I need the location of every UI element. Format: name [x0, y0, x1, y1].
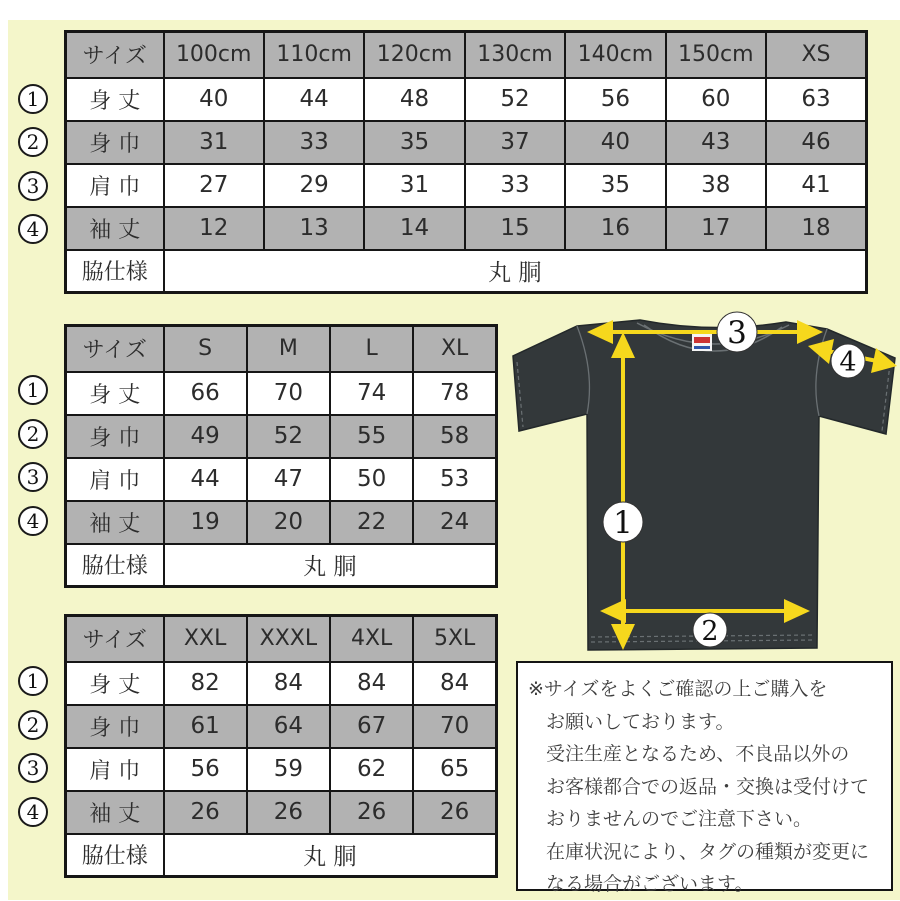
measure-circle-2: 2	[18, 127, 48, 157]
size-table-corner: サイズ	[66, 616, 164, 662]
row-label: 肩 巾	[66, 458, 164, 501]
size-value: 44	[264, 78, 364, 121]
shirt-circle-3: 3	[727, 315, 747, 351]
size-value: 67	[330, 705, 413, 748]
measure-circle-3: 3	[18, 462, 48, 492]
size-value: 60	[666, 78, 766, 121]
note-line: ※サイズをよくご確認の上ご購入を	[528, 678, 828, 700]
size-value: 63	[766, 78, 866, 121]
size-value: 49	[164, 415, 247, 458]
size-value: 82	[164, 662, 247, 705]
table-row	[66, 544, 497, 587]
size-value: 58	[413, 415, 496, 458]
side-spec-value: 丸 胴	[164, 250, 867, 293]
note-line: お願いしております。	[546, 710, 735, 733]
row-label: 肩 巾	[66, 748, 164, 791]
row-label: 身 丈	[66, 662, 164, 705]
table-row	[66, 207, 867, 250]
size-value: 66	[164, 372, 247, 415]
row-label: 身 巾	[66, 415, 164, 458]
note-line: おりませんのでご注意下さい。	[546, 808, 813, 830]
size-value: 40	[164, 78, 264, 121]
size-value: 59	[247, 748, 330, 791]
size-value: 52	[465, 78, 565, 121]
measure-circle-2: 2	[18, 419, 48, 449]
note-line: 受注生産となるため、不良品以外の	[546, 743, 850, 765]
row-label: 脇仕様	[66, 544, 164, 587]
size-value: 61	[164, 705, 247, 748]
size-value: 44	[164, 458, 247, 501]
note-line: 在庫状況により、タグの種類が変更に	[546, 840, 870, 863]
row-label: 身 巾	[66, 121, 164, 164]
size-value: 29	[264, 164, 364, 207]
size-value: 35	[364, 121, 464, 164]
table-row	[66, 415, 497, 458]
size-value: 20	[247, 501, 330, 544]
size-value: 84	[330, 662, 413, 705]
size-value: 13	[264, 207, 364, 250]
column-header: M	[247, 326, 330, 372]
table-row	[66, 372, 497, 415]
size-value: 18	[766, 207, 866, 250]
size-value: 40	[565, 121, 665, 164]
size-value: 26	[247, 791, 330, 834]
measure-circle-4: 4	[18, 797, 48, 827]
measure-circle-1: 1	[18, 666, 48, 696]
size-value: 46	[766, 121, 866, 164]
table-row	[66, 250, 867, 293]
table-row	[66, 78, 867, 121]
column-header: 130cm	[465, 32, 565, 78]
column-header: XXL	[164, 616, 247, 662]
size-table-corner: サイズ	[66, 326, 164, 372]
row-label: 脇仕様	[66, 834, 164, 877]
row-label: 身 巾	[66, 705, 164, 748]
column-header: S	[164, 326, 247, 372]
size-table-adult	[64, 324, 498, 588]
column-header: 110cm	[264, 32, 364, 78]
shirt-circle-4: 4	[839, 347, 857, 378]
column-header: 4XL	[330, 616, 413, 662]
row-label: 脇仕様	[66, 250, 164, 293]
size-value: 16	[565, 207, 665, 250]
tshirt-illustration	[505, 298, 900, 663]
shirt-circle-2: 2	[701, 616, 719, 647]
size-value: 19	[164, 501, 247, 544]
size-value: 14	[364, 207, 464, 250]
column-header: 5XL	[413, 616, 496, 662]
column-header: XS	[766, 32, 866, 78]
size-value: 33	[465, 164, 565, 207]
measure-circle-4: 4	[18, 506, 48, 536]
size-value: 48	[364, 78, 464, 121]
table-row	[66, 791, 497, 834]
purchase-note-box	[516, 661, 893, 895]
table-row	[66, 458, 497, 501]
size-value: 62	[330, 748, 413, 791]
size-value: 12	[164, 207, 264, 250]
note-line: お客様都合での返品・交換は受付けて	[546, 775, 870, 798]
size-value: 37	[465, 121, 565, 164]
size-value: 70	[413, 705, 496, 748]
measure-circle-2: 2	[18, 710, 48, 740]
column-header: XXXL	[247, 616, 330, 662]
size-value: 27	[164, 164, 264, 207]
table-row	[66, 748, 497, 791]
measure-circle-3: 3	[18, 171, 48, 201]
table-row	[66, 501, 497, 544]
size-value: 31	[164, 121, 264, 164]
size-value: 74	[330, 372, 413, 415]
size-value: 31	[364, 164, 464, 207]
size-value: 56	[164, 748, 247, 791]
side-spec-value: 丸 胴	[164, 544, 497, 587]
size-value: 38	[666, 164, 766, 207]
size-value: 52	[247, 415, 330, 458]
row-label: 肩 巾	[66, 164, 164, 207]
measure-circle-1: 1	[18, 375, 48, 405]
size-value: 26	[330, 791, 413, 834]
size-value: 84	[247, 662, 330, 705]
measure-circle-1: 1	[18, 84, 48, 114]
row-label: 袖 丈	[66, 501, 164, 544]
size-value: 17	[666, 207, 766, 250]
size-value: 55	[330, 415, 413, 458]
side-spec-value: 丸 胴	[164, 834, 497, 877]
size-value: 78	[413, 372, 496, 415]
size-value: 26	[164, 791, 247, 834]
column-header: L	[330, 326, 413, 372]
table-row	[66, 662, 497, 705]
size-value: 70	[247, 372, 330, 415]
measure-circle-4: 4	[18, 214, 48, 244]
size-table-corner: サイズ	[66, 32, 164, 78]
size-value: 47	[247, 458, 330, 501]
size-value: 64	[247, 705, 330, 748]
size-value: 15	[465, 207, 565, 250]
size-value: 35	[565, 164, 665, 207]
size-value: 41	[766, 164, 866, 207]
row-label: 袖 丈	[66, 791, 164, 834]
size-value: 50	[330, 458, 413, 501]
shirt-circle-1: 1	[613, 505, 633, 541]
size-value: 33	[264, 121, 364, 164]
size-value: 43	[666, 121, 766, 164]
table-row	[66, 834, 497, 877]
table-row	[66, 164, 867, 207]
size-value: 53	[413, 458, 496, 501]
table-row	[66, 121, 867, 164]
note-line: なる場合がございます。	[546, 873, 754, 895]
size-value: 22	[330, 501, 413, 544]
size-table-big	[64, 614, 498, 878]
size-value: 26	[413, 791, 496, 834]
size-value: 84	[413, 662, 496, 705]
column-header: 150cm	[666, 32, 766, 78]
size-value: 56	[565, 78, 665, 121]
column-header: 140cm	[565, 32, 665, 78]
table-row	[66, 705, 497, 748]
row-label: 袖 丈	[66, 207, 164, 250]
size-value: 24	[413, 501, 496, 544]
size-table-kids	[64, 30, 868, 294]
row-label: 身 丈	[66, 78, 164, 121]
measure-circle-3: 3	[18, 753, 48, 783]
row-label: 身 丈	[66, 372, 164, 415]
column-header: 100cm	[164, 32, 264, 78]
column-header: 120cm	[364, 32, 464, 78]
column-header: XL	[413, 326, 496, 372]
size-value: 65	[413, 748, 496, 791]
collar-tag	[692, 334, 712, 351]
